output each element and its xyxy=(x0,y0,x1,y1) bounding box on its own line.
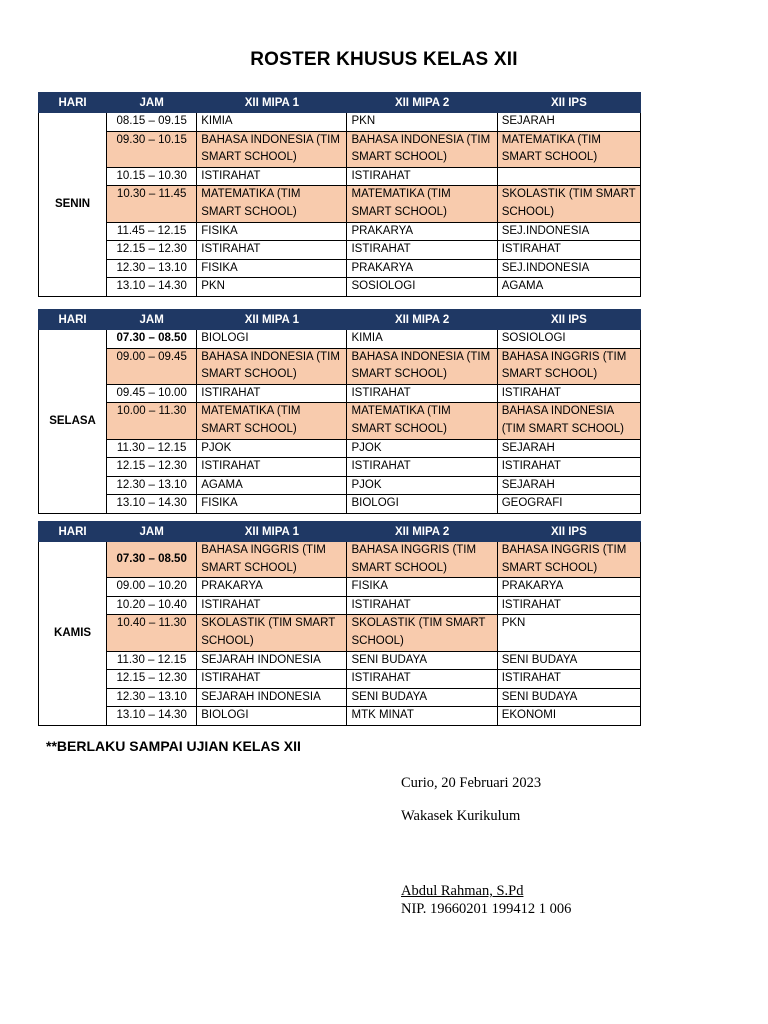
subject-cell-ips: SEJ.INDONESIA xyxy=(497,222,640,241)
time-cell: 12.15 – 12.30 xyxy=(107,241,197,260)
document-title: ROSTER KHUSUS KELAS XII xyxy=(250,49,518,70)
table-row xyxy=(39,113,641,132)
table-row xyxy=(39,670,641,689)
table-row xyxy=(39,439,641,458)
subject-cell-ips: BAHASA INDONESIA (TIM SMART SCHOOL) xyxy=(497,403,640,439)
time-cell: 09.30 – 10.15 xyxy=(107,131,197,167)
time-cell: 07.30 – 08.50 xyxy=(107,542,197,578)
subject-cell-mipa2: ISTIRAHAT xyxy=(347,458,497,477)
time-cell: 07.30 – 08.50 xyxy=(107,330,197,349)
signature-place-date: Curio, 20 Februari 2023 xyxy=(401,775,542,791)
subject-cell-mipa1: KIMIA xyxy=(197,113,347,132)
subject-cell-mipa2: ISTIRAHAT xyxy=(347,384,497,403)
time-cell: 09.00 – 09.45 xyxy=(107,348,197,384)
table-row xyxy=(39,495,641,514)
table-row xyxy=(39,278,641,297)
subject-cell-mipa1: ISTIRAHAT xyxy=(197,384,347,403)
table-row xyxy=(39,542,641,578)
day-label: SENIN xyxy=(39,113,107,297)
table-row xyxy=(39,403,641,439)
subject-cell-mipa1: BAHASA INDONESIA (TIM SMART SCHOOL) xyxy=(197,348,347,384)
subject-cell-ips: ISTIRAHAT xyxy=(497,458,640,477)
subject-cell-ips: PRAKARYA xyxy=(497,578,640,597)
subject-cell-ips: MATEMATIKA (TIM SMART SCHOOL) xyxy=(497,131,640,167)
table-row xyxy=(39,688,641,707)
schedule-table-selasa xyxy=(38,309,641,514)
subject-cell-mipa1: SEJARAH INDONESIA xyxy=(197,651,347,670)
time-cell: 12.15 – 12.30 xyxy=(107,670,197,689)
table-row xyxy=(39,578,641,597)
column-header: XII IPS xyxy=(497,93,640,113)
subject-cell-mipa1: PJOK xyxy=(197,439,347,458)
time-cell: 11.45 – 12.15 xyxy=(107,222,197,241)
subject-cell-mipa2: SKOLASTIK (TIM SMART SCHOOL) xyxy=(347,615,497,651)
signature-nip: NIP. 19660201 199412 1 006 xyxy=(401,901,572,917)
signature-name: Abdul Rahman, S.Pd xyxy=(401,883,524,899)
column-header: XII MIPA 1 xyxy=(197,310,347,330)
time-cell: 12.30 – 13.10 xyxy=(107,476,197,495)
table-header-row xyxy=(39,93,641,113)
time-cell: 10.40 – 11.30 xyxy=(107,615,197,651)
table-row xyxy=(39,167,641,186)
subject-cell-mipa1: PRAKARYA xyxy=(197,578,347,597)
day-label: SELASA xyxy=(39,330,107,514)
table-row xyxy=(39,707,641,726)
subject-cell-ips: SEJARAH xyxy=(497,476,640,495)
subject-cell-ips: ISTIRAHAT xyxy=(497,241,640,260)
column-header: JAM xyxy=(107,522,197,542)
table-row xyxy=(39,186,641,222)
subject-cell-ips: SKOLASTIK (TIM SMART SCHOOL) xyxy=(497,186,640,222)
column-header: XII MIPA 2 xyxy=(347,93,497,113)
table-header-row xyxy=(39,310,641,330)
signature-position: Wakasek Kurikulum xyxy=(401,808,521,824)
column-header: XII MIPA 1 xyxy=(197,522,347,542)
day-label: KAMIS xyxy=(39,542,107,726)
time-cell: 12.30 – 13.10 xyxy=(107,259,197,278)
subject-cell-mipa2: PKN xyxy=(347,113,497,132)
subject-cell-mipa2: BIOLOGI xyxy=(347,495,497,514)
subject-cell-mipa1: ISTIRAHAT xyxy=(197,670,347,689)
column-header: XII IPS xyxy=(497,310,640,330)
subject-cell-ips: SENI BUDAYA xyxy=(497,651,640,670)
subject-cell-mipa2: ISTIRAHAT xyxy=(347,596,497,615)
column-header: XII IPS xyxy=(497,522,640,542)
subject-cell-mipa1: FISIKA xyxy=(197,495,347,514)
table-row xyxy=(39,596,641,615)
subject-cell-mipa1: ISTIRAHAT xyxy=(197,241,347,260)
subject-cell-mipa1: BIOLOGI xyxy=(197,330,347,349)
time-cell: 11.30 – 12.15 xyxy=(107,651,197,670)
subject-cell-mipa1: BAHASA INGGRIS (TIM SMART SCHOOL) xyxy=(197,542,347,578)
subject-cell-mipa1: PKN xyxy=(197,278,347,297)
column-header: JAM xyxy=(107,93,197,113)
table-row xyxy=(39,241,641,260)
subject-cell-mipa1: ISTIRAHAT xyxy=(197,458,347,477)
time-cell: 13.10 – 14.30 xyxy=(107,278,197,297)
subject-cell-mipa1: BAHASA INDONESIA (TIM SMART SCHOOL) xyxy=(197,131,347,167)
time-cell: 09.45 – 10.00 xyxy=(107,384,197,403)
subject-cell-mipa1: ISTIRAHAT xyxy=(197,596,347,615)
table-row xyxy=(39,259,641,278)
time-cell: 10.20 – 10.40 xyxy=(107,596,197,615)
table-row xyxy=(39,458,641,477)
time-cell: 12.30 – 13.10 xyxy=(107,688,197,707)
column-header: HARI xyxy=(39,93,107,113)
subject-cell-mipa2: PJOK xyxy=(347,439,497,458)
subject-cell-ips: SEJARAH xyxy=(497,113,640,132)
subject-cell-ips: ISTIRAHAT xyxy=(497,670,640,689)
time-cell: 08.15 – 09.15 xyxy=(107,113,197,132)
time-cell: 13.10 – 14.30 xyxy=(107,707,197,726)
schedule-table-kamis xyxy=(38,521,641,726)
subject-cell-mipa2: BAHASA INGGRIS (TIM SMART SCHOOL) xyxy=(347,542,497,578)
subject-cell-mipa2: SENI BUDAYA xyxy=(347,651,497,670)
subject-cell-mipa2: MATEMATIKA (TIM SMART SCHOOL) xyxy=(347,186,497,222)
subject-cell-mipa1: SEJARAH INDONESIA xyxy=(197,688,347,707)
subject-cell-mipa2: MTK MINAT xyxy=(347,707,497,726)
subject-cell-ips: SENI BUDAYA xyxy=(497,688,640,707)
time-cell: 09.00 – 10.20 xyxy=(107,578,197,597)
time-cell: 10.30 – 11.45 xyxy=(107,186,197,222)
subject-cell-mipa1: BIOLOGI xyxy=(197,707,347,726)
time-cell: 10.15 – 10.30 xyxy=(107,167,197,186)
subject-cell-mipa2: ISTIRAHAT xyxy=(347,167,497,186)
subject-cell-ips: SEJARAH xyxy=(497,439,640,458)
time-cell: 12.15 – 12.30 xyxy=(107,458,197,477)
subject-cell-mipa2: PRAKARYA xyxy=(347,259,497,278)
table-row xyxy=(39,131,641,167)
subject-cell-ips: SEJ.INDONESIA xyxy=(497,259,640,278)
column-header: JAM xyxy=(107,310,197,330)
table-row xyxy=(39,615,641,651)
subject-cell-mipa1: ISTIRAHAT xyxy=(197,167,347,186)
subject-cell-mipa2: ISTIRAHAT xyxy=(347,670,497,689)
column-header: XII MIPA 2 xyxy=(347,310,497,330)
subject-cell-ips: EKONOMI xyxy=(497,707,640,726)
table-row xyxy=(39,330,641,349)
column-header: XII MIPA 1 xyxy=(197,93,347,113)
subject-cell-mipa1: FISIKA xyxy=(197,259,347,278)
time-cell: 10.00 – 11.30 xyxy=(107,403,197,439)
subject-cell-mipa2: BAHASA INDONESIA (TIM SMART SCHOOL) xyxy=(347,348,497,384)
table-row xyxy=(39,651,641,670)
column-header: HARI xyxy=(39,310,107,330)
subject-cell-ips: AGAMA xyxy=(497,278,640,297)
validity-note: **BERLAKU SAMPAI UJIAN KELAS XII xyxy=(46,738,301,754)
time-cell: 13.10 – 14.30 xyxy=(107,495,197,514)
subject-cell-ips: ISTIRAHAT xyxy=(497,384,640,403)
subject-cell-ips: SOSIOLOGI xyxy=(497,330,640,349)
subject-cell-ips: BAHASA INGGRIS (TIM SMART SCHOOL) xyxy=(497,542,640,578)
table-row xyxy=(39,348,641,384)
subject-cell-mipa1: FISIKA xyxy=(197,222,347,241)
subject-cell-mipa2: FISIKA xyxy=(347,578,497,597)
column-header: HARI xyxy=(39,522,107,542)
table-row xyxy=(39,476,641,495)
subject-cell-mipa2: SENI BUDAYA xyxy=(347,688,497,707)
subject-cell-mipa2: BAHASA INDONESIA (TIM SMART SCHOOL) xyxy=(347,131,497,167)
subject-cell-mipa2: PRAKARYA xyxy=(347,222,497,241)
table-row xyxy=(39,384,641,403)
subject-cell-mipa2: PJOK xyxy=(347,476,497,495)
subject-cell-ips: BAHASA INGGRIS (TIM SMART SCHOOL) xyxy=(497,348,640,384)
column-header: XII MIPA 2 xyxy=(347,522,497,542)
subject-cell-mipa1: MATEMATIKA (TIM SMART SCHOOL) xyxy=(197,186,347,222)
subject-cell-mipa2: ISTIRAHAT xyxy=(347,241,497,260)
table-header-row xyxy=(39,522,641,542)
subject-cell-ips xyxy=(497,167,640,186)
subject-cell-mipa1: AGAMA xyxy=(197,476,347,495)
subject-cell-mipa1: MATEMATIKA (TIM SMART SCHOOL) xyxy=(197,403,347,439)
schedule-table-senin xyxy=(38,92,641,297)
subject-cell-mipa1: SKOLASTIK (TIM SMART SCHOOL) xyxy=(197,615,347,651)
table-row xyxy=(39,222,641,241)
subject-cell-ips: ISTIRAHAT xyxy=(497,596,640,615)
subject-cell-mipa2: MATEMATIKA (TIM SMART SCHOOL) xyxy=(347,403,497,439)
subject-cell-mipa2: SOSIOLOGI xyxy=(347,278,497,297)
subject-cell-ips: PKN xyxy=(497,615,640,651)
time-cell: 11.30 – 12.15 xyxy=(107,439,197,458)
subject-cell-mipa2: KIMIA xyxy=(347,330,497,349)
subject-cell-ips: GEOGRAFI xyxy=(497,495,640,514)
